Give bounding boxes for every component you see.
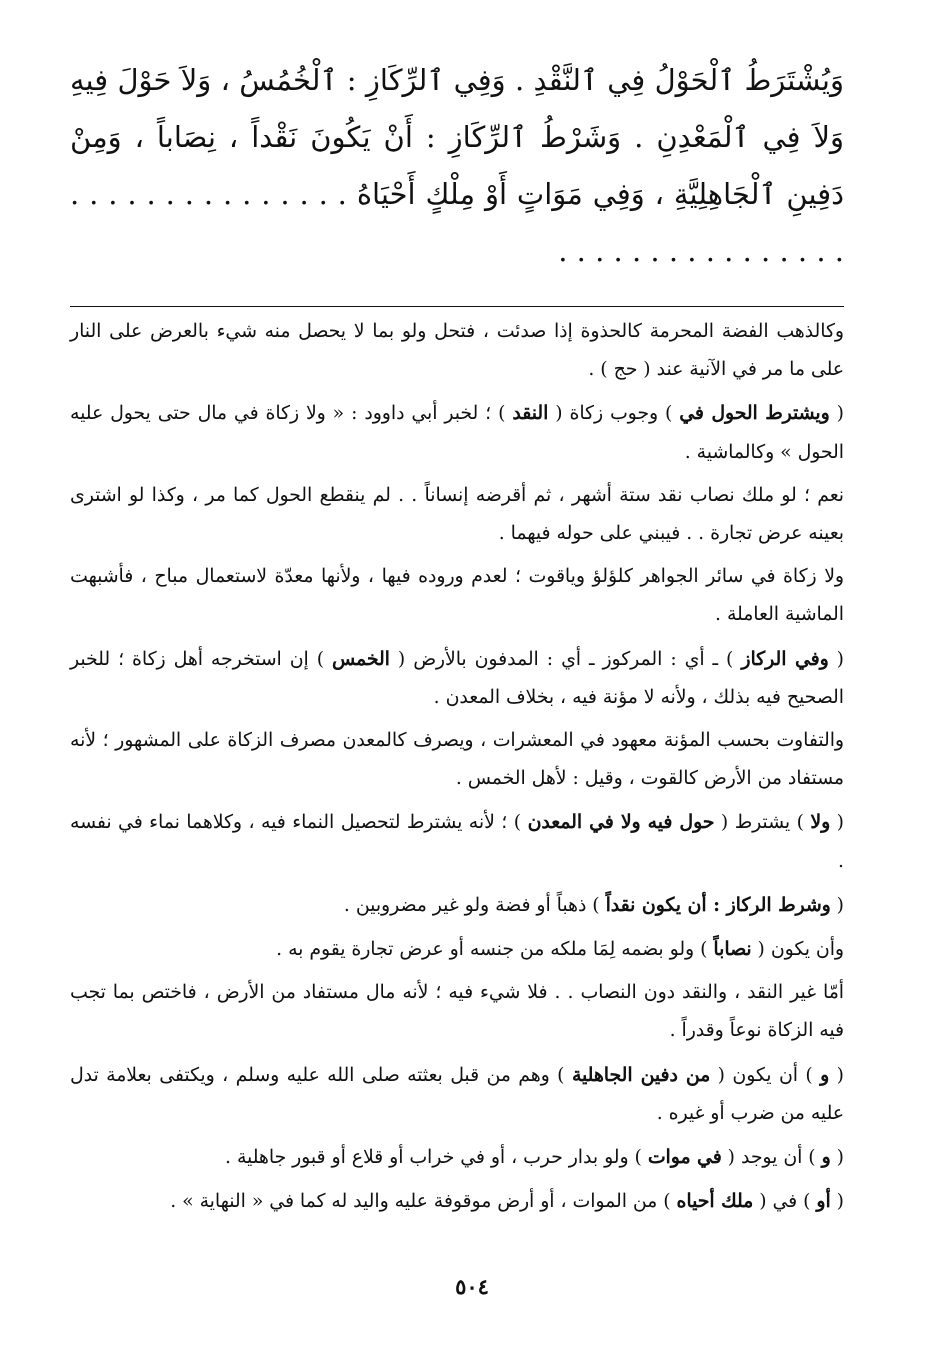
matn-quote: نصاباً <box>713 938 752 961</box>
commentary-paragraph <box>70 886 844 925</box>
matn-quote: من دفين الجاهلية <box>571 1063 711 1086</box>
commentary-paragraph <box>70 640 844 717</box>
matn-quote: ملك أحياه <box>676 1190 754 1213</box>
commentary-text: ) ولو بضمه لِمَا ملكه من جنسه أو عرض تجارة يقوم به . <box>276 939 714 961</box>
commentary-text: ( <box>829 403 844 425</box>
commentary-text: ) يشترط ( <box>714 812 811 834</box>
matn-quote: النقد <box>512 402 549 425</box>
commentary-paragraph <box>70 558 844 634</box>
matn-quote: و <box>820 1063 830 1086</box>
matn-quote: ويشترط الحول في <box>679 402 830 425</box>
matn-quote: في موات <box>647 1146 722 1169</box>
matn-quote: حول فيه ولا في المعدن <box>527 811 715 834</box>
commentary-paragraph <box>70 1056 844 1133</box>
matn-quote: الخمس <box>332 647 390 670</box>
commentary-text: ) إن استخرجه أهل زكاة ؛ للخبر الصحيح فيه بذلك ، ولأنه لا مؤنة فيه ، بخلاف المعدن . <box>70 648 844 708</box>
commentary-paragraph <box>70 394 844 471</box>
commentary-paragraph <box>70 1138 844 1177</box>
main-text-line: ٱلْمَعْدِنِ . وَشَرْطُ ٱلرِّكَازِ : أَنْ يَكُونَ نَقْداً ، نِصَاباً ، وَمِنْ دَفِينِ ٱلْجَاهِلِيَّةِ ، وَفِي <box>70 120 844 211</box>
commentary-paragraph <box>70 1182 844 1221</box>
commentary-text: ( <box>828 648 844 670</box>
commentary-text: أمّا غير النقد ، والنقد دون النصاب . . فلا شيء فيه ؛ لأنه مال مستفاد من الأرض ، فاختص بما تجب فيه الزكاة نوعاً وقدراً . <box>70 982 844 1042</box>
commentary-paragraph <box>70 803 844 880</box>
matn-quote: ولا <box>810 811 831 834</box>
commentary-text: ) أن يكون ( <box>710 1064 821 1086</box>
commentary-paragraph <box>70 477 844 553</box>
commentary-paragraph <box>70 313 844 389</box>
matn-quote: أو <box>816 1190 831 1213</box>
commentary-text: ( <box>830 1191 844 1213</box>
commentary-text: والتفاوت بحسب المؤنة معهود في المعشرات ، ويصرف كالمعدن مصرف الزكاة على المشهور ؛ لأنه مستفاد من الأرض كالقوت ، وقيل : لأهل الخمس . <box>70 730 844 790</box>
commentary-text: ) وجوب زكاة ( <box>548 403 680 425</box>
main-text-line: مَوَاتٍ أَوْ مِلْكٍ أَحْيَاهُ <box>356 177 583 211</box>
commentary-text: ) ذهباً أو فضة ولو غير مضروبين . <box>343 894 606 916</box>
commentary-text: ) ؛ لأنه يشترط لتحصيل النماء فيه ، وكلاهما نماء في نفسه . <box>70 812 844 872</box>
commentary-text: وكالذهب الفضة المحرمة كالحذوة إذا صدئت ، فتحل ولو بما لا يحصل منه شيء بالعرض على النار على ما مر في الآنية عند ( حج ) . <box>70 321 844 381</box>
commentary-text: ولا زكاة في سائر الجواهر كلؤلؤ وياقوت ؛ لعدم وروده فيها ، ولأنها معدّة لاستعمال مباح ، فأشبهت الماشية العاملة . <box>70 566 844 626</box>
commentary-text: ( <box>830 1147 844 1169</box>
commentary <box>70 313 844 1221</box>
commentary-paragraph <box>70 722 844 798</box>
commentary-text: ( <box>830 894 844 916</box>
matn-quote: وفي الركاز <box>741 647 829 670</box>
commentary-text: ( <box>829 1064 844 1086</box>
commentary-text: ) ـ أي : المركوز ـ أي : المدفون بالأرض ( <box>389 648 742 670</box>
matn-quote: و <box>821 1146 831 1169</box>
matn-quote: وشرط الركاز : أن يكون نقداً <box>605 893 831 916</box>
page-content <box>70 52 844 1221</box>
page-number: ٥٠٤ <box>455 1274 489 1299</box>
commentary-text: ( <box>830 812 844 834</box>
section-divider <box>70 306 844 307</box>
commentary-text: ) من الموات ، أو أرض موقوفة عليه واليد له كما في « النهاية » . <box>170 1191 677 1213</box>
commentary-text: وأن يكون ( <box>751 939 844 961</box>
main-text <box>70 52 844 280</box>
commentary-text: ) أن يوجد ( <box>721 1147 822 1169</box>
commentary-text: ) ؛ لخبر أبي داوود : « ولا زكاة في مال حتى يحول عليه الحول » وكالماشية . <box>70 403 844 463</box>
commentary-text: ) ولو بدار حرب ، أو في خراب أو قلاع أو قبور جاهلية . <box>225 1147 648 1169</box>
commentary-text: ) وهم من قبل بعثته صلى الله عليه وسلم ، ويكتفى بعلامة تدل عليه من ضرب أو غيره . <box>70 1064 844 1124</box>
commentary-text: نعم ؛ لو ملك نصاب نقد ستة أشهر ، ثم أقرضه إنساناً . . لم ينقطع الحول كما مر ، وكذا لو اشترى بعينه عرض تجارة . . فيبني على حوله فيهما . <box>70 484 844 545</box>
commentary-paragraph <box>70 930 844 969</box>
trailing-dots: . . . . . . . . . . . . . . . . . . . . . . . . . . . . . . . <box>70 177 844 268</box>
commentary-paragraph <box>70 974 844 1050</box>
commentary-text: ) في ( <box>753 1191 817 1213</box>
main-text-line: وَيُشْتَرَطُ ٱلْحَوْلُ فِي ٱلنَّقْدِ . وَفِي ٱلرِّكَازِ : ٱلْخُمُسُ ، وَلاَ حَوْلَ فِيهِ وَلاَ فِي <box>70 63 845 154</box>
